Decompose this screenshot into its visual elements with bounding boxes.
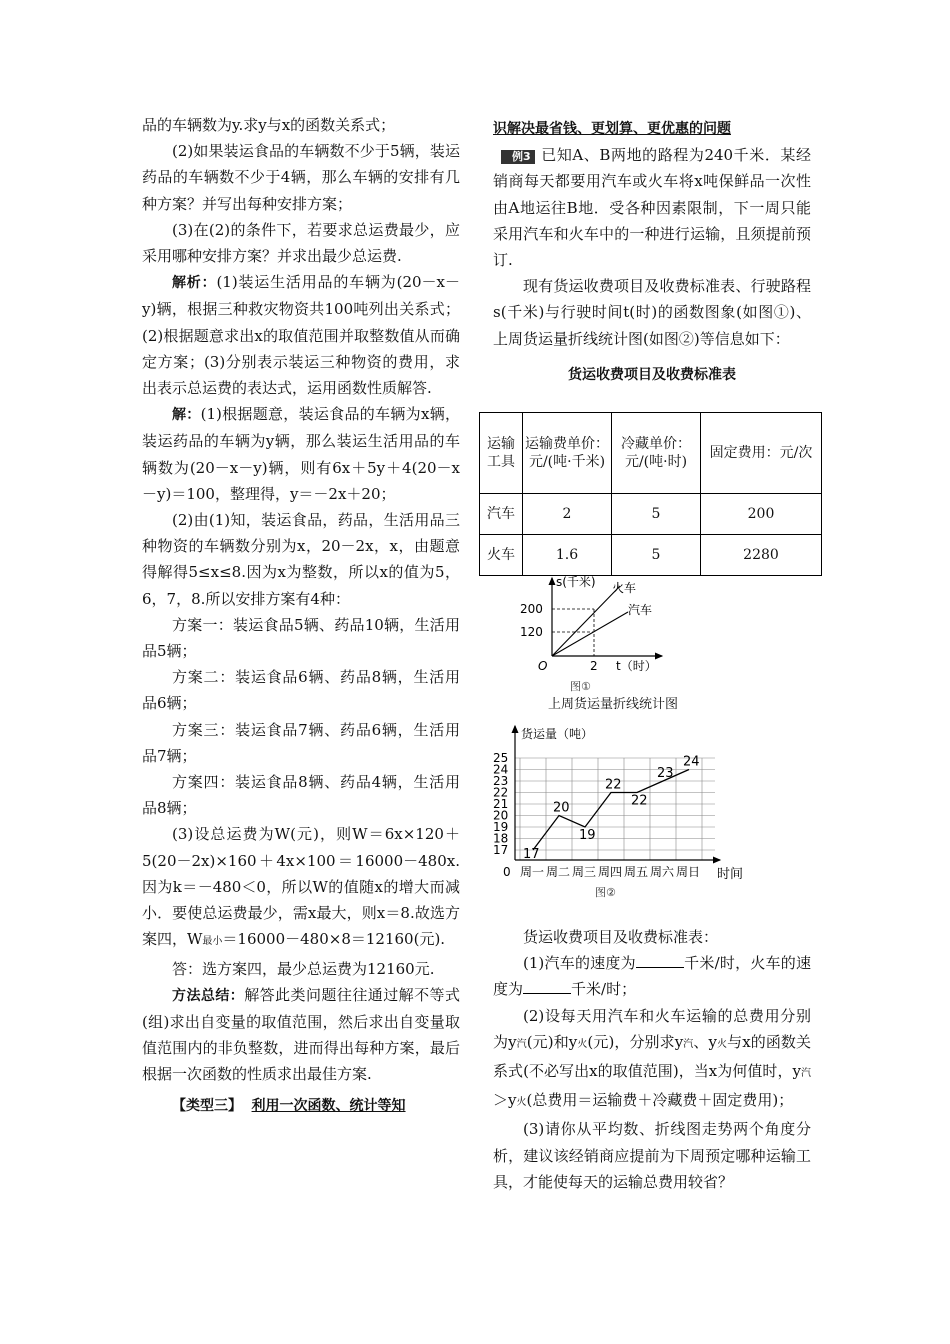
solution-3-text: (3)设总运费为W(元)，则W＝6x×120＋5(20－2x)×160＋4x×100＝16000－480x.因为k＝－480＜0，所以W的值随x的增大而减小．要使总运费最少，需x最大，则x＝8.故选方案四，W — [142, 825, 460, 949]
table-cell: 火车 — [480, 535, 523, 576]
plan-3: 方案三：装运食品7辆、药品6辆，生活用品7辆； — [142, 720, 460, 765]
chart-data-labels — [523, 755, 700, 863]
table-row — [480, 535, 822, 576]
type3-title-cont: 识解决最省钱、更划算、更优惠的问题 — [493, 121, 731, 137]
chart-x-label: 时间 — [717, 867, 744, 882]
y-tick-label: 18 — [493, 831, 509, 846]
question-2b — [493, 1003, 811, 1117]
data-label: 17 — [523, 847, 540, 862]
figure-1-distance-time-graph — [510, 572, 690, 696]
table-header-cell: 冷藏单价：元/(吨·时) — [612, 413, 701, 494]
analysis-text: (1)装运生活用品的车辆为(20－x－y)辆，根据三种救灾物资共100吨列出关系式；(2)根据题意求出x的取值范围并取整数值从而确定方案；(3)分别表示装运三种物资的费用，求出表示总运费的表达式，运用函数性质解答. — [142, 273, 460, 398]
y-tick-label: 20 — [493, 808, 509, 823]
question-1 — [493, 950, 811, 1002]
chart-x-ticks — [520, 865, 700, 879]
type3-heading-cont — [493, 115, 811, 142]
question-intro: 货运收费项目及收费标准表： — [523, 928, 719, 946]
method-summary — [142, 982, 460, 1088]
y-tick-label: 25 — [493, 751, 509, 765]
q2-text: 与x的函数关系式(不必写出x的取值范围)，当x为何值时，y — [493, 1032, 811, 1081]
data-label: 19 — [579, 828, 596, 843]
subscript-car: 汽 — [516, 1038, 527, 1050]
table-cell: 1.6 — [523, 535, 612, 576]
chart-origin-label: 0 — [503, 865, 511, 879]
y-tick-label: 17 — [493, 843, 509, 857]
type3-heading — [142, 1092, 460, 1119]
table-header-cell: 运输费单价：元/(吨·千米) — [523, 413, 612, 494]
plan-4: 方案四：装运食品8辆、药品4辆，生活用品8辆； — [142, 773, 460, 818]
table-header-cell: 运输工具 — [480, 413, 523, 494]
method-label: 方法总结： — [172, 987, 245, 1004]
figure-2-title: 上周货运量折线统计图 — [547, 697, 678, 712]
solution-3-result: ＝16000－480×8＝12160(元). — [222, 930, 446, 949]
x-tick-label: 周一 — [520, 865, 545, 879]
chart-grid — [515, 758, 715, 860]
x-tick-label: 周日 — [676, 865, 701, 879]
q2-text: (2)设每天用汽车和火车运输的总费用分别为y — [493, 1006, 811, 1051]
q2-text: 、y — [693, 1032, 717, 1051]
right-column-top — [493, 115, 811, 388]
type3-title: 利用一次函数、统计等知 — [251, 1097, 406, 1114]
car-line — [552, 612, 628, 656]
data-label: 22 — [631, 793, 648, 809]
analysis-label: 解析： — [172, 275, 217, 292]
example-tag: 例3 — [501, 150, 535, 164]
y-tick: 200 — [520, 602, 543, 616]
data-label: 20 — [553, 800, 570, 816]
right-column-questions — [493, 924, 811, 1195]
answer-blank-train-speed[interactable] — [523, 977, 571, 994]
plan-1: 方案一：装运食品5辆、药品10辆，生活用品5辆； — [142, 615, 460, 661]
subscript-car: 汽 — [683, 1038, 694, 1050]
data-label: 24 — [683, 754, 700, 770]
subscript-car: 汽 — [800, 1068, 811, 1080]
analysis — [142, 269, 460, 401]
question-3: (3)在(2)的条件下，若要求总运费最少，应采用哪种安排方案？并求出最少总运费. — [142, 220, 460, 266]
type3-label: 【类型三】 — [172, 1097, 242, 1114]
table-header-cell: 固定费用：元/次 — [701, 413, 822, 494]
x-axis-label: t（时） — [616, 659, 657, 673]
example-text: 已知A、B两地的路程为240千米．某经销商每天都要用汽车或火车将x吨保鲜品一次性由A地运往B地．受各种因素限制，下一周只能采用汽车和火车中的一种进行运输，且须提前预订. — [493, 146, 811, 270]
solution-label: 解： — [172, 407, 201, 424]
fee-table — [479, 412, 822, 576]
x-tick: 2 — [590, 659, 598, 673]
chart-y-label: 货运量（吨） — [521, 727, 594, 741]
table-row — [480, 494, 822, 535]
solution-3 — [142, 821, 460, 955]
chart-y-ticks — [493, 751, 508, 857]
q2-text: (元)和y — [526, 1032, 578, 1051]
q1-text-b: 千米/时，火车的速度为 — [493, 954, 812, 999]
figure-2-caption: 图② — [595, 886, 616, 899]
example-info: 现有货运收费项目及收费标准表、行驶路程s(千米)与行驶时间t(时)的函数图象(如图①)、上周货运量折线统计图(如图②)等信息如下： — [493, 277, 811, 348]
table-header-row — [480, 413, 822, 494]
y-tick: 120 — [520, 625, 543, 639]
table-cell: 5 — [612, 535, 701, 576]
question-3b: (3)请你从平均数、折线图走势两个角度分析，建议该经销商应提前为下周预定哪种运输工具，才能使每天的运输总费用较省？ — [493, 1120, 811, 1191]
data-label: 23 — [657, 766, 674, 781]
solution-1-text: (1)根据题意，装运食品的车辆为x辆，装运药品的车辆为y辆，那么装运生活用品的车辆数为(20－x－y)辆，则有6x＋5y＋4(20－x－y)＝100，整理得，y＝－2x＋20； — [142, 405, 460, 503]
question-2: (2)如果装运食品的车辆数不少于5辆，装运药品的车辆数不少于4辆，那么车辆的安排有几种方案？并写出每种安排方案； — [142, 142, 460, 213]
q2-text: (元)，分别求y — [587, 1032, 684, 1051]
x-tick-label: 周三 — [572, 865, 597, 879]
table-title: 货运收费项目及收费标准表 — [568, 366, 736, 383]
x-tick-label: 周六 — [650, 865, 675, 879]
subscript-min: 最小 — [202, 936, 223, 948]
table-cell: 汽车 — [480, 494, 523, 535]
y-axis-label: s(千米) — [556, 575, 596, 589]
q1-text-a: (1)汽车的速度为 — [523, 954, 636, 973]
car-label: 汽车 — [628, 603, 653, 617]
left-column — [142, 112, 460, 1119]
q1-text-c: 千米/时； — [571, 980, 637, 999]
example-3 — [493, 142, 811, 273]
table-cell: 200 — [701, 494, 822, 535]
q2-text: ＞y — [493, 1091, 517, 1110]
method-text: 解答此类问题往往通过解不等式(组)求出自变量的取值范围，然后求出自变量取值范围内的非负整数，进而得出每种方案，最后根据一次函数的性质求出最佳方案. — [142, 985, 460, 1084]
figure-2-line-chart — [485, 720, 745, 902]
answer: 答：选方案四，最少总运费为12160元. — [172, 959, 435, 978]
figure-1-caption: 图① — [570, 680, 591, 693]
x-tick-label: 周四 — [598, 865, 623, 879]
paragraph: 品的车辆数为y.求y与x的函数关系式； — [142, 116, 396, 134]
answer-blank-car-speed[interactable] — [636, 951, 684, 968]
table-cell: 2 — [523, 494, 612, 535]
y-tick-label: 19 — [493, 820, 509, 834]
solution-2: (2)由(1)知，装运食品，药品，生活用品三种物资的车辆数分别为x，20－2x，x，由题意得解得5≤x≤8.因为x为整数，所以x的值为5，6，7，8.所以安排方案有4种： — [142, 511, 460, 608]
train-label: 火车 — [612, 581, 637, 595]
subscript-train: 火 — [716, 1038, 728, 1050]
table-cell: 5 — [612, 494, 701, 535]
plan-2: 方案二：装运食品6辆、药品8辆，生活用品6辆； — [142, 668, 460, 713]
y-tick-label: 21 — [493, 797, 509, 811]
x-tick-label: 周二 — [546, 865, 571, 879]
origin-label: O — [538, 659, 548, 673]
solution-1 — [142, 401, 460, 507]
subscript-train: 火 — [577, 1038, 588, 1050]
y-tick-label: 22 — [493, 785, 509, 800]
subscript-train: 火 — [516, 1097, 527, 1109]
data-label: 22 — [605, 777, 622, 793]
q2-text: (总费用＝运输费＋冷藏费＋固定费用)； — [526, 1091, 794, 1110]
y-tick-label: 24 — [493, 762, 509, 777]
x-tick-label: 周五 — [624, 865, 649, 879]
table-cell: 2280 — [701, 535, 822, 576]
y-tick-label: 23 — [493, 774, 509, 788]
train-line — [552, 586, 620, 656]
